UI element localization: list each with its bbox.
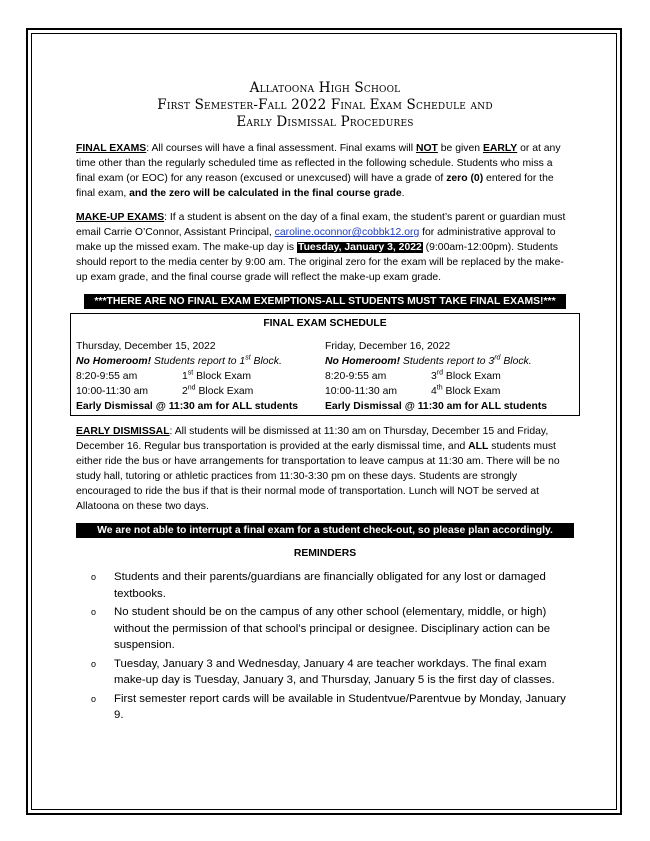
bullet-icon: o <box>91 658 97 669</box>
document-body <box>76 80 574 726</box>
bullet-icon: o <box>91 607 97 617</box>
list-item: o No student should be on the campus of any other school (elementary, middle, or high) without the permission of that school’s principal or designee. Disciplinary action can be suspension. <box>91 606 551 651</box>
early-dismissal-note: Early Dismissal @ 11:30 am for ALL students <box>325 401 548 412</box>
schedule-day-thursday <box>76 339 325 414</box>
schedule-title: FINAL EXAM SCHEDULE <box>263 318 387 329</box>
bullet-icon: o <box>91 572 97 582</box>
document-title <box>76 80 574 131</box>
list-item: o Students and their parents/guardians are financially obligated for any lost or damaged textbooks. <box>91 571 546 600</box>
day-date: Thursday, December 15, 2022 <box>76 341 216 352</box>
final-exams-paragraph: FINAL EXAMS: All courses will have a final assessment. Final exams will NOT be given EARLY or at any time other than the regularly scheduled time as reflected in the following schedule. Students who miss a final exam (or EOC) for any reason (excused or unexcused) will have a grade of zero (0) entered for the final exam, and the zero will be calculated in the final course grade. <box>76 143 561 199</box>
title-schedule: First Semester-Fall 2022 Final Exam Schedule and <box>157 97 493 113</box>
no-exemptions-banner: ***THERE ARE NO FINAL EXAM EXEMPTIONS-ALL STUDENTS MUST TAKE FINAL EXAMS!*** <box>84 294 566 309</box>
reminders-title: REMINDERS <box>293 548 357 559</box>
final-exam-schedule-box <box>70 313 580 416</box>
schedule-row: 10:00-11:30 am 2nd Block Exam <box>76 384 254 397</box>
schedule-row: 8:20-9:55 am 3rd Block Exam <box>325 369 501 382</box>
not-emphasis: NOT <box>415 143 438 154</box>
zero-emphasis: zero (0) <box>446 173 484 184</box>
early-dismissal-paragraph: EARLY DISMISSAL: All students will be dismissed at 11:30 am on Thursday, December 15 and Friday, December 16. Regular bus transportation is provided at the early dismissal time, and ALL students must either ride the bus or have arrangements for transportation to leave campus at 11:30 am. There will be no study hall, tutoring or athletic practices from 11:30-3:30 pm on these days. Students are strongly encouraged to ride the bus if that is their normal mode of transportation. Lunch will NOT be served at Allatoona on these two days. <box>76 426 560 512</box>
email-link[interactable]: caroline.oconnor@cobbk12.org <box>274 227 420 238</box>
title-school: Allatoona High School <box>249 80 401 96</box>
day-note: No Homeroom! Students report to 3rd Block. <box>325 354 532 367</box>
final-exams-heading: FINAL EXAMS <box>76 143 147 154</box>
early-emphasis: EARLY <box>482 143 518 154</box>
zero-calculated-note: and the zero will be calculated in the final course grade <box>129 188 402 199</box>
all-emphasis: ALL <box>468 441 489 452</box>
schedule-day-friday <box>325 339 574 414</box>
checkout-banner: We are not able to interrupt a final exam for a student check-out, so please plan accordingly. <box>76 523 574 538</box>
makeup-date-highlight: Tuesday, January 3, 2022 <box>298 242 422 253</box>
list-item: o Tuesday, January 3 and Wednesday, January 4 are teacher workdays. The final exam make-up day is Tuesday, January 3, and Thursday, January 5 is the first day of classes. <box>91 657 555 686</box>
schedule-row: 10:00-11:30 am 4th Block Exam <box>325 384 501 397</box>
early-dismissal-note: Early Dismissal @ 11:30 am for ALL students <box>76 401 299 412</box>
list-item: o First semester report cards will be available in Studentvue/Parentvue by Monday, January 9. <box>91 692 566 721</box>
day-date: Friday, December 16, 2022 <box>325 341 451 352</box>
makeup-exams-heading: MAKE-UP EXAMS <box>76 212 165 223</box>
schedule-row: 8:20-9:55 am 1st Block Exam <box>76 369 251 382</box>
title-procedures: Early Dismissal Procedures <box>236 114 414 130</box>
reminders-list <box>76 569 574 724</box>
bullet-icon: o <box>91 693 97 704</box>
makeup-exams-paragraph: MAKE-UP EXAMS: If a student is absent on the day of a final exam, the student’s parent or guardian must email Carrie O’Connor, Assistant Principal, caroline.oconnor@cobbk12.org for administrative approval to make up the missed exam. The make-up day is Tuesday, January 3, 2022 (9:00am-12:00pm). Students should report to the media center by 9:00 am. The original zero for the exam will be replaced by the make-up exam grade, and the final course grade will reflect the make-up exam grade. <box>76 212 566 283</box>
early-dismissal-heading: EARLY DISMISSAL <box>76 426 170 437</box>
day-note: No Homeroom! Students report to 1st Block. <box>76 354 282 367</box>
